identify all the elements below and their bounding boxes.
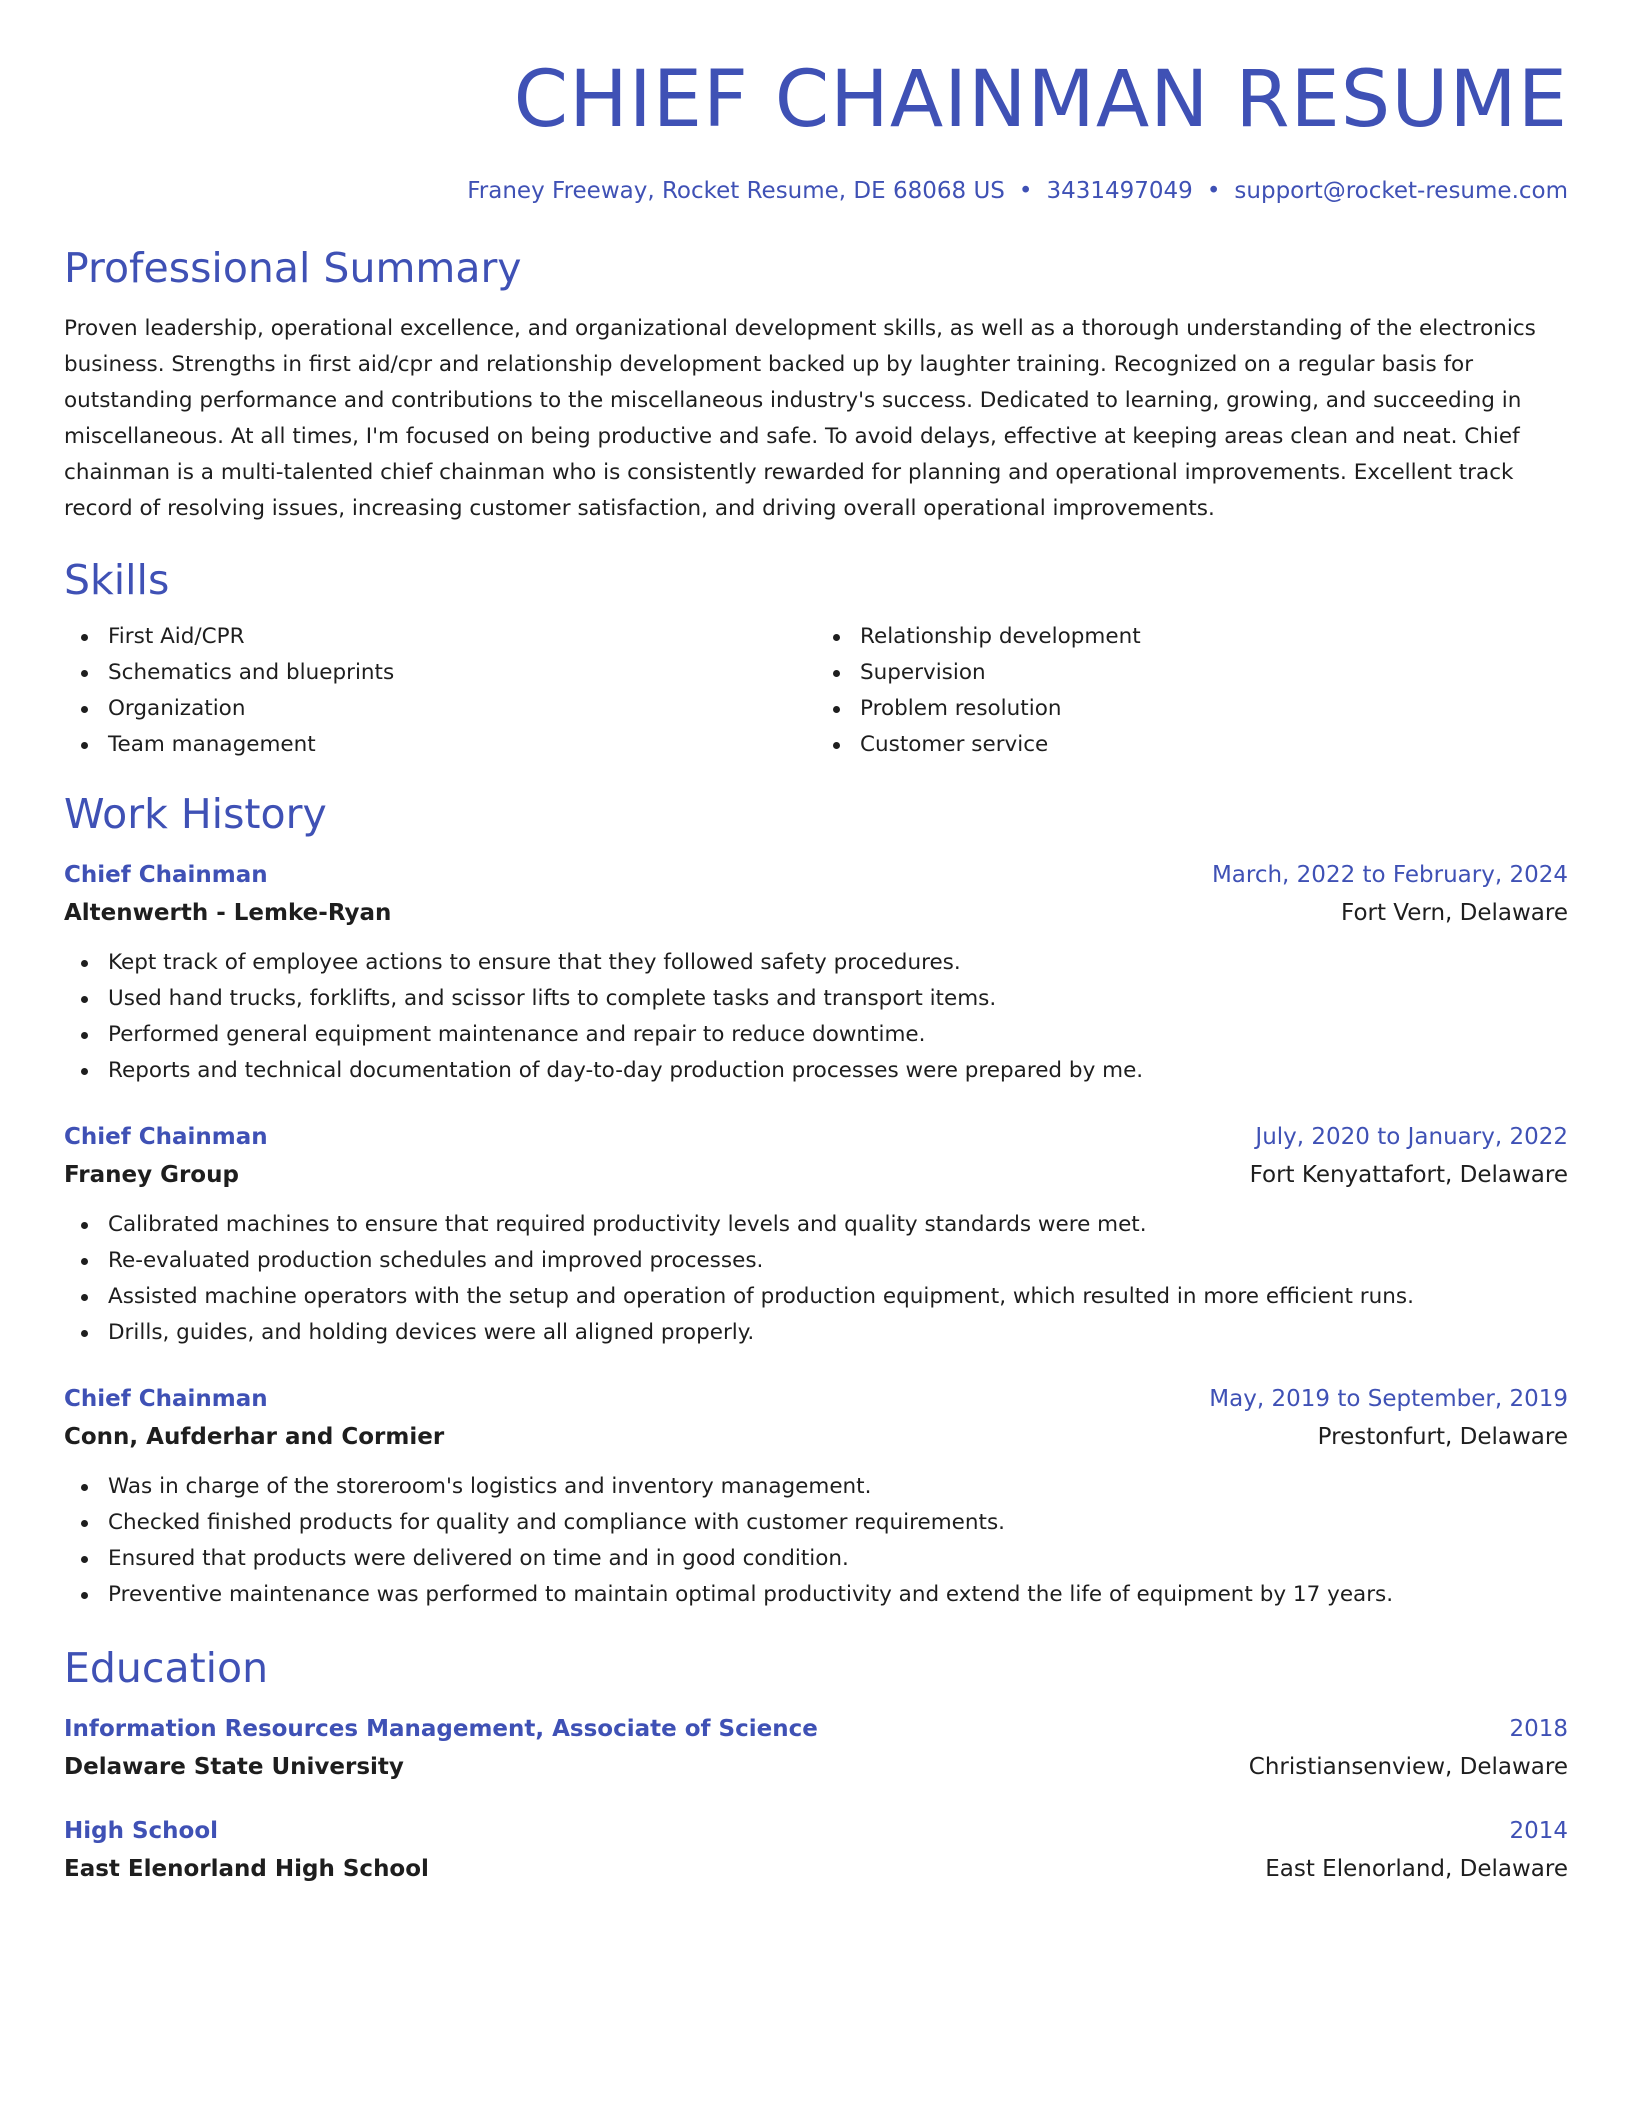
resume-title: CHIEF CHAINMAN RESUME (513, 55, 1568, 145)
education-school-row (64, 1849, 1568, 1889)
education-heading: Education (64, 1644, 269, 1692)
contact-line (64, 175, 1568, 207)
education-header-row (64, 1813, 1568, 1849)
contact-separator: • (1018, 178, 1033, 204)
skill-item: Schematics and blueprints (64, 655, 816, 691)
education-header-row (64, 1711, 1568, 1747)
education-entry (64, 1711, 1568, 1787)
job-duties (64, 945, 1568, 1089)
job-location: Prestonfurt, Delaware (1317, 1424, 1568, 1450)
resume-header (64, 0, 1568, 207)
education-location: East Elenorland, Delaware (1265, 1856, 1568, 1882)
job-duties (64, 1207, 1568, 1351)
job-company: Franey Group (64, 1162, 239, 1188)
work-heading: Work History (64, 790, 327, 838)
work-section (64, 789, 1568, 1613)
skill-item: Relationship development (816, 619, 1568, 655)
summary-text: Proven leadership, operational excellence, and organizational development skills, as well as a thorough understanding of the electronics business. Strengths in first aid/cpr and relationship development backed up by laughter training. Recognized on a regular basis for outstanding performance and contributions to the miscellaneous industry's success. Dedicated to learning, growing, and succeeding in miscellaneous. At all times, I'm focused on being productive and safe. To avoid delays, effective at keeping areas clean and neat. Chief chainman is a multi-talented chief chainman who is consistently rewarded for planning and operational improvements. Excellent track record of resolving issues, increasing customer satisfaction, and driving overall operational improvements. (64, 316, 1536, 521)
job-company: Conn, Aufderhar and Cormier (64, 1424, 445, 1450)
duty-item: Was in charge of the storeroom's logistics and inventory management. (64, 1469, 1568, 1505)
contact-separator: • (1206, 178, 1221, 204)
duty-item: Kept track of employee actions to ensure that they followed safety procedures. (64, 945, 1568, 981)
education-school-row (64, 1747, 1568, 1787)
duty-item: Reports and technical documentation of day-to-day production processes were prepared by me. (64, 1053, 1568, 1089)
job-entry (64, 1381, 1568, 1613)
job-header-row (64, 1119, 1568, 1155)
duty-item: Ensured that products were delivered on time and in good condition. (64, 1541, 1568, 1577)
skill-item: Problem resolution (816, 691, 1568, 727)
duty-item: Preventive maintenance was performed to maintain optimal productivity and extend the life of equipment by 17 years. (64, 1577, 1568, 1613)
education-section (64, 1643, 1568, 1889)
job-location: Fort Vern, Delaware (1341, 900, 1568, 926)
skill-item: Supervision (816, 655, 1568, 691)
job-dates: March, 2022 to February, 2024 (1211, 862, 1568, 888)
job-company-row (64, 893, 1568, 933)
duty-item: Used hand trucks, forklifts, and scissor lifts to complete tasks and transport items. (64, 981, 1568, 1017)
job-title: Chief Chainman (64, 1386, 268, 1412)
duty-item: Drills, guides, and holding devices were all aligned properly. (64, 1315, 1568, 1351)
contact-email: support@rocket-resume.com (1234, 178, 1568, 204)
education-year: 2014 (1509, 1818, 1568, 1844)
skills-columns (64, 619, 1568, 763)
duty-item: Re-evaluated production schedules and improved processes. (64, 1243, 1568, 1279)
duty-item: Assisted machine operators with the setup and operation of production equipment, which resulted in more efficient runs. (64, 1279, 1568, 1315)
contact-phone: 3431497049 (1046, 178, 1193, 204)
job-company: Altenwerth - Lemke-Ryan (64, 900, 392, 926)
skill-item: Team management (64, 727, 816, 763)
skill-item: Organization (64, 691, 816, 727)
duty-item: Calibrated machines to ensure that required productivity levels and quality standards were met. (64, 1207, 1568, 1243)
job-title: Chief Chainman (64, 862, 268, 888)
education-entry (64, 1813, 1568, 1889)
job-dates: July, 2020 to January, 2022 (1255, 1124, 1568, 1150)
summary-section (64, 243, 1568, 527)
job-entry (64, 857, 1568, 1089)
skills-section (64, 555, 1568, 763)
summary-heading: Professional Summary (64, 244, 522, 292)
contact-address: Franey Freeway, Rocket Resume, DE 68068 US (467, 178, 1005, 204)
job-company-row (64, 1417, 1568, 1457)
education-school: Delaware State University (64, 1754, 404, 1780)
education-year: 2018 (1509, 1716, 1568, 1742)
job-title: Chief Chainman (64, 1124, 268, 1150)
education-degree: High School (64, 1818, 219, 1844)
skills-list-right (816, 619, 1568, 763)
education-school: East Elenorland High School (64, 1856, 429, 1882)
skills-heading: Skills (64, 556, 170, 604)
skill-item: First Aid/CPR (64, 619, 816, 655)
job-location: Fort Kenyattafort, Delaware (1249, 1162, 1568, 1188)
job-entry (64, 1119, 1568, 1351)
duty-item: Performed general equipment maintenance and repair to reduce downtime. (64, 1017, 1568, 1053)
job-header-row (64, 857, 1568, 893)
job-duties (64, 1469, 1568, 1613)
job-header-row (64, 1381, 1568, 1417)
skills-list-left (64, 619, 816, 763)
duty-item: Checked finished products for quality and compliance with customer requirements. (64, 1505, 1568, 1541)
education-degree: Information Resources Management, Associate of Science (64, 1716, 818, 1742)
job-company-row (64, 1155, 1568, 1195)
education-location: Christiansenview, Delaware (1248, 1754, 1568, 1780)
skill-item: Customer service (816, 727, 1568, 763)
job-dates: May, 2019 to September, 2019 (1209, 1386, 1568, 1412)
